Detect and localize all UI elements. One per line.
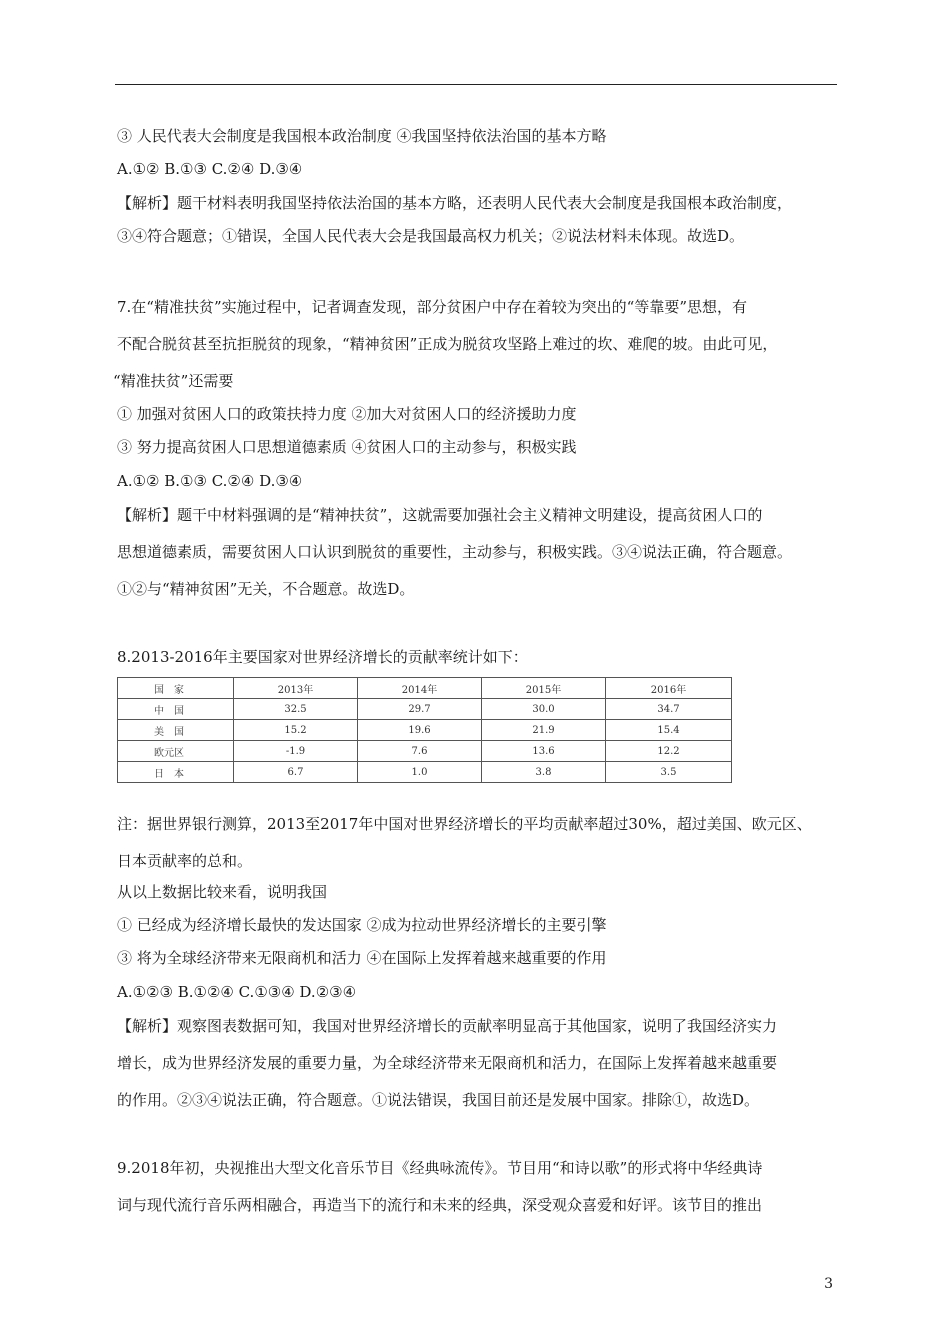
text-line: 【解析】题干中材料强调的是“精神扶贫”，这就需要加强社会主义精神文明建设，提高贫困人口的	[117, 506, 763, 524]
text-line: 9.2018年初，央视推出大型文化音乐节目《经典咏流传》。节目用“和诗以歌”的形式将中华经典诗	[117, 1159, 763, 1177]
text-line: ①②与“精神贫困”无关，不合题意。故选D。	[117, 580, 415, 598]
table-cell: 15.2	[234, 720, 358, 741]
text-line: 不配合脱贫甚至抗拒脱贫的现象，“精神贫困”正成为脱贫攻坚路上难过的坎、难爬的坡。由此可见，	[117, 335, 778, 353]
text-line: 词与现代流行音乐两相融合，再造当下的流行和未来的经典，深受观众喜爱和好评。该节目的推出	[117, 1196, 763, 1214]
table-cell: 34.7	[606, 699, 732, 720]
text-line: ③④符合题意；①错误，全国人民代表大会是我国最高权力机关；②说法材料未体现。故选D。	[117, 227, 745, 245]
table-cell: 21.9	[482, 720, 606, 741]
text-line: 【解析】观察图表数据可知，我国对世界经济增长的贡献率明显高于其他国家，说明了我国经济实力	[117, 1017, 778, 1035]
table-row	[118, 699, 732, 720]
text-line: 8.2013-2016年主要国家对世界经济增长的贡献率统计如下：	[117, 648, 528, 666]
text-line: “精准扶贫”还需要	[113, 372, 234, 390]
table-row-label: 中 国	[118, 699, 234, 720]
text-line: 增长，成为世界经济发展的重要力量，为全球经济带来无限商机和活力，在国际上发挥着越来越重要	[117, 1054, 778, 1072]
text-line: A.①②③ B.①②④ C.①③④ D.②③④	[117, 983, 357, 1001]
table-header-row	[118, 678, 732, 699]
contribution-table	[117, 677, 732, 783]
text-line: ③ 将为全球经济带来无限商机和活力 ④在国际上发挥着越来越重要的作用	[117, 949, 607, 967]
table-cell: 13.6	[482, 741, 606, 762]
text-line: 【解析】题干材料表明我国坚持依法治国的基本方略，还表明人民代表大会制度是我国根本政治制度，	[117, 194, 793, 212]
table-cell: -1.9	[234, 741, 358, 762]
table-cell: 12.2	[606, 741, 732, 762]
table-cell: 3.5	[606, 762, 732, 783]
table-cell: 2014年	[358, 678, 482, 699]
table-row	[118, 720, 732, 741]
table-cell: 3.8	[482, 762, 606, 783]
text-line: ① 加强对贫困人口的政策扶持力度 ②加大对贫困人口的经济援助力度	[117, 405, 577, 423]
text-line: 的作用。②③④说法正确，符合题意。①说法错误，我国目前还是发展中国家。排除①，故选D。	[117, 1091, 760, 1109]
table-cell: 2013年	[234, 678, 358, 699]
table-row-label: 美 国	[118, 720, 234, 741]
table-row-label: 国 家	[118, 678, 234, 699]
table-cell: 15.4	[606, 720, 732, 741]
text-line: 日本贡献率的总和。	[117, 852, 253, 870]
table-cell: 29.7	[358, 699, 482, 720]
table-row	[118, 741, 732, 762]
table-cell: 2016年	[606, 678, 732, 699]
text-line: 注：据世界银行测算，2013至2017年中国对世界经济增长的平均贡献率超过30%，超过美国、欧元区、	[117, 815, 812, 833]
text-line: A.①② B.①③ C.②④ D.③④	[117, 472, 303, 490]
table-row-label: 日 本	[118, 762, 234, 783]
table-row-label: 欧元区	[118, 741, 234, 762]
text-line: ① 已经成为经济增长最快的发达国家 ②成为拉动世界经济增长的主要引擎	[117, 916, 607, 934]
table-cell: 19.6	[358, 720, 482, 741]
text-line: 从以上数据比较来看，说明我国	[117, 883, 328, 901]
text-line: ③ 努力提高贫困人口思想道德素质 ④贫困人口的主动参与，积极实践	[117, 438, 577, 456]
text-line: 7.在“精准扶贫”实施过程中，记者调查发现，部分贫困户中存在着较为突出的“等靠要”思想，有	[117, 298, 747, 316]
table-cell: 7.6	[358, 741, 482, 762]
header-rule	[115, 84, 837, 85]
table-cell: 6.7	[234, 762, 358, 783]
table-cell: 1.0	[358, 762, 482, 783]
page-number: 3	[824, 1276, 833, 1292]
table-cell: 30.0	[482, 699, 606, 720]
text-line: A.①② B.①③ C.②④ D.③④	[117, 160, 303, 178]
text-line: ③ 人民代表大会制度是我国根本政治制度 ④我国坚持依法治国的基本方略	[117, 127, 607, 145]
table-cell: 2015年	[482, 678, 606, 699]
table-cell: 32.5	[234, 699, 358, 720]
text-line: 思想道德素质，需要贫困人口认识到脱贫的重要性，主动参与，积极实践。③④说法正确，符合题意。	[117, 543, 793, 561]
table-row	[118, 762, 732, 783]
